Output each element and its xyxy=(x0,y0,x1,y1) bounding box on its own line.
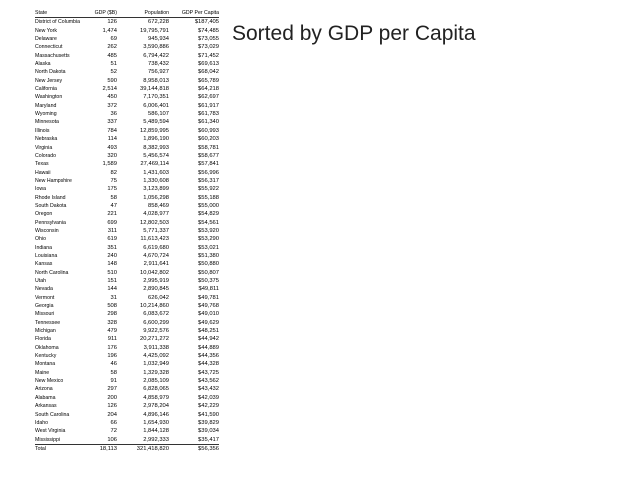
cell-gdp-per-capita: $55,000 xyxy=(198,202,219,209)
cell-state: Indiana xyxy=(35,244,53,251)
cell-state: District of Columbia xyxy=(35,19,80,26)
cell-state: Michigan xyxy=(35,328,56,335)
cell-state: Colorado xyxy=(35,152,57,159)
cell-gdp: 311 xyxy=(107,227,117,234)
cell-gdp: 590 xyxy=(107,77,117,84)
header-state: State xyxy=(35,9,91,18)
table-row xyxy=(35,235,219,243)
cell-gdp-per-capita: $56,996 xyxy=(198,169,219,176)
table-row xyxy=(35,185,219,193)
table-row xyxy=(35,377,219,385)
cell-gdp: 148 xyxy=(107,261,117,268)
cell-gdp: 114 xyxy=(107,136,117,143)
table-row xyxy=(35,419,219,427)
cell-gdp: 51 xyxy=(110,61,117,68)
cell-gdp: 297 xyxy=(107,386,117,393)
table-row xyxy=(35,352,219,360)
cell-population: 4,425,092 xyxy=(143,353,169,360)
cell-population: 1,330,608 xyxy=(143,177,169,184)
table-row xyxy=(35,77,219,85)
cell-population: 4,896,146 xyxy=(143,411,169,418)
cell-gdp-per-capita: $50,807 xyxy=(198,269,219,276)
cell-population: 672,228 xyxy=(148,19,169,26)
cell-state: New Hampshire xyxy=(35,177,72,184)
cell-population: 2,978,204 xyxy=(143,403,169,410)
table-row xyxy=(35,402,219,410)
cell-state: Kansas xyxy=(35,261,53,268)
table-row xyxy=(35,436,219,445)
cell-state: Oregon xyxy=(35,211,53,218)
cell-gdp-per-capita: $65,789 xyxy=(198,77,219,84)
cell-gdp-per-capita: $43,725 xyxy=(198,369,219,376)
cell-gdp: 126 xyxy=(107,403,117,410)
cell-state: Kentucky xyxy=(35,353,57,360)
cell-state: Arkansas xyxy=(35,403,57,410)
cell-state: Pennsylvania xyxy=(35,219,66,226)
cell-gdp: 144 xyxy=(107,286,117,293)
table-row xyxy=(35,152,219,160)
cell-gdp: 1,474 xyxy=(102,27,117,34)
cell-population: 12,859,995 xyxy=(139,127,169,134)
cell-gdp: 58 xyxy=(110,194,117,201)
cell-state: Louisiana xyxy=(35,252,58,259)
cell-gdp-per-capita: $48,251 xyxy=(198,328,219,335)
cell-population: 11,613,423 xyxy=(140,236,169,243)
cell-population: 2,992,333 xyxy=(143,436,169,443)
cell-gdp-per-capita: $49,811 xyxy=(198,286,219,293)
table-row xyxy=(35,177,219,185)
cell-population: 2,085,109 xyxy=(143,378,169,385)
cell-gdp-per-capita: $61,917 xyxy=(198,102,219,109)
cell-gdp-per-capita: $61,340 xyxy=(198,119,219,126)
cell-gdp: 176 xyxy=(107,344,117,351)
table-header-row xyxy=(35,9,219,18)
cell-state: Missouri xyxy=(35,311,55,318)
table-row xyxy=(35,335,219,343)
cell-gdp: 82 xyxy=(110,169,117,176)
cell-gdp: 106 xyxy=(107,436,117,443)
cell-state: Florida xyxy=(35,336,51,343)
cell-population: 3,911,338 xyxy=(143,344,169,351)
cell-state: West Virginia xyxy=(35,428,66,435)
cell-gdp: 66 xyxy=(110,419,117,426)
table-row xyxy=(35,427,219,435)
table-row xyxy=(35,302,219,310)
cell-gdp-per-capita: $39,034 xyxy=(198,428,219,435)
gdp-table xyxy=(35,9,219,453)
table-row xyxy=(35,310,219,318)
cell-state: Maine xyxy=(35,369,50,376)
cell-state: Wyoming xyxy=(35,111,57,118)
cell-gdp: 328 xyxy=(107,319,117,326)
cell-state: Washington xyxy=(35,94,63,101)
cell-state: Hawaii xyxy=(35,169,51,176)
cell-gdp-per-capita: $35,417 xyxy=(198,436,219,443)
cell-gdp-per-capita: $50,880 xyxy=(198,261,219,268)
cell-gdp: 510 xyxy=(107,269,117,276)
cell-population: 8,958,013 xyxy=(143,77,169,84)
cell-state: Nebraska xyxy=(35,136,58,143)
table-row xyxy=(35,360,219,368)
cell-gdp-per-capita: $49,768 xyxy=(198,303,219,310)
cell-population: 738,432 xyxy=(148,61,169,68)
cell-state: Alaska xyxy=(35,61,51,68)
cell-population: 1,032,949 xyxy=(143,361,169,368)
table-row xyxy=(35,118,219,126)
cell-gdp: 485 xyxy=(107,52,117,59)
cell-state: New Jersey xyxy=(35,77,63,84)
cell-gdp: 619 xyxy=(107,236,117,243)
cell-state: North Dakota xyxy=(35,69,66,76)
cell-state: Iowa xyxy=(35,186,46,193)
table-row xyxy=(35,369,219,377)
cell-population: 2,911,641 xyxy=(143,261,169,268)
cell-population: 8,382,993 xyxy=(143,144,169,151)
cell-population: 1,654,930 xyxy=(143,419,169,426)
cell-population: 6,083,672 xyxy=(143,311,169,318)
table-row xyxy=(35,144,219,152)
cell-gdp: 58 xyxy=(110,369,117,376)
table-row xyxy=(35,294,219,302)
cell-population: 1,896,190 xyxy=(143,136,169,143)
cell-state: Arizona xyxy=(35,386,53,393)
cell-gdp: 699 xyxy=(107,219,117,226)
cell-gdp-per-capita: $50,375 xyxy=(198,278,219,284)
cell-state: Mississippi xyxy=(35,436,61,443)
cell-gdp-per-capita: $49,629 xyxy=(198,319,219,326)
cell-gdp: 351 xyxy=(107,244,117,251)
table-row xyxy=(35,127,219,135)
cell-state: Illinois xyxy=(35,127,50,134)
table-row xyxy=(35,319,219,327)
cell-population: 39,144,818 xyxy=(139,86,169,93)
table-body xyxy=(35,18,219,453)
cell-gdp-per-capita: $55,922 xyxy=(198,186,219,193)
cell-gdp: 2,514 xyxy=(102,86,117,93)
cell-gdp: 221 xyxy=(107,211,117,218)
cell-gdp: 196 xyxy=(107,353,117,360)
table-row xyxy=(35,18,219,27)
cell-gdp-per-capita: $43,432 xyxy=(198,386,219,393)
table-row xyxy=(35,327,219,335)
table-row xyxy=(35,93,219,101)
cell-gdp-per-capita: $44,356 xyxy=(198,353,219,360)
cell-population: 2,890,845 xyxy=(143,286,169,293)
cell-gdp: 75 xyxy=(110,177,117,184)
cell-gdp-per-capita: $43,562 xyxy=(198,378,219,385)
cell-gdp-per-capita: $187,405 xyxy=(194,19,219,26)
table-row xyxy=(35,285,219,293)
cell-population: 6,600,299 xyxy=(143,319,169,326)
cell-gdp: 493 xyxy=(107,144,117,151)
cell-population: 10,214,860 xyxy=(139,303,169,310)
table-row xyxy=(35,252,219,260)
cell-population: 3,590,886 xyxy=(143,44,169,51)
cell-gdp-per-capita: $61,783 xyxy=(198,111,219,118)
cell-gdp: 36 xyxy=(110,111,117,118)
cell-gdp-per-capita: $54,829 xyxy=(198,211,219,218)
cell-gdp: 31 xyxy=(110,294,117,301)
total-cell-state: Total xyxy=(35,444,91,453)
table-row xyxy=(35,411,219,419)
cell-gdp-per-capita: $41,590 xyxy=(198,411,219,418)
cell-gdp-per-capita: $44,328 xyxy=(198,361,219,368)
cell-gdp-per-capita: $74,485 xyxy=(198,27,219,34)
cell-gdp-per-capita: $49,781 xyxy=(198,294,219,301)
cell-population: 6,619,680 xyxy=(143,244,169,251)
cell-gdp: 69 xyxy=(110,36,117,43)
cell-gdp-per-capita: $60,993 xyxy=(198,127,219,134)
cell-gdp: 91 xyxy=(110,378,117,385)
cell-state: Ohio xyxy=(35,236,46,243)
total-row xyxy=(35,444,219,453)
table-row xyxy=(35,52,219,60)
header-gdp: GDP ($B) xyxy=(91,9,117,18)
header-population: Population xyxy=(117,9,169,18)
cell-gdp: 784 xyxy=(107,127,117,134)
cell-gdp-per-capita: $51,380 xyxy=(198,252,219,259)
cell-gdp-per-capita: $55,188 xyxy=(198,194,219,201)
cell-gdp: 372 xyxy=(107,102,117,109)
cell-state: Alabama xyxy=(35,394,56,401)
cell-population: 12,802,503 xyxy=(139,219,169,226)
cell-state: Massachusetts xyxy=(35,52,70,59)
cell-gdp: 1,589 xyxy=(102,161,117,168)
cell-state: Montana xyxy=(35,361,56,368)
cell-gdp-per-capita: $49,010 xyxy=(198,311,219,318)
cell-gdp: 200 xyxy=(107,394,117,401)
cell-gdp-per-capita: $54,561 xyxy=(198,219,219,226)
cell-gdp-per-capita: $60,203 xyxy=(198,136,219,143)
cell-state: Texas xyxy=(35,161,49,168)
table-row xyxy=(35,244,219,252)
table-row xyxy=(35,85,219,93)
cell-gdp: 508 xyxy=(107,303,117,310)
cell-population: 9,922,576 xyxy=(143,328,169,335)
cell-gdp-per-capita: $71,452 xyxy=(198,52,219,59)
cell-population: 5,489,594 xyxy=(143,119,169,126)
cell-gdp-per-capita: $44,942 xyxy=(198,336,219,343)
cell-state: Connecticut xyxy=(35,44,63,51)
cell-population: 6,828,065 xyxy=(143,386,169,393)
cell-gdp-per-capita: $58,781 xyxy=(198,144,219,151)
table-row xyxy=(35,169,219,177)
cell-gdp: 151 xyxy=(107,278,117,284)
cell-gdp-per-capita: $53,920 xyxy=(198,227,219,234)
cell-gdp: 175 xyxy=(107,186,117,193)
cell-population: 1,431,603 xyxy=(143,169,169,176)
table-row xyxy=(35,160,219,168)
cell-state: Georgia xyxy=(35,303,54,310)
cell-population: 4,028,977 xyxy=(143,211,169,218)
cell-gdp-per-capita: $64,218 xyxy=(198,86,219,93)
table-row xyxy=(35,344,219,352)
cell-population: 7,170,351 xyxy=(143,94,169,101)
cell-gdp: 479 xyxy=(107,328,117,335)
cell-state: Maryland xyxy=(35,102,57,109)
cell-population: 6,006,401 xyxy=(143,102,169,109)
cell-state: Wisconsin xyxy=(35,227,59,234)
cell-gdp: 240 xyxy=(107,252,117,259)
cell-population: 626,042 xyxy=(148,294,169,301)
cell-state: California xyxy=(35,86,57,93)
table-row xyxy=(35,219,219,227)
cell-state: North Carolina xyxy=(35,269,69,276)
cell-population: 19,795,791 xyxy=(139,27,169,34)
table-row xyxy=(35,110,219,118)
cell-gdp: 72 xyxy=(110,428,117,435)
slide-title: Sorted by GDP per Capita xyxy=(232,22,476,45)
cell-gdp-per-capita: $53,021 xyxy=(198,244,219,251)
cell-gdp: 911 xyxy=(107,336,117,343)
table-row xyxy=(35,135,219,143)
cell-gdp-per-capita: $39,829 xyxy=(198,419,219,426)
cell-gdp: 450 xyxy=(107,94,117,101)
cell-state: South Carolina xyxy=(35,411,70,418)
cell-gdp-per-capita: $44,889 xyxy=(198,344,219,351)
cell-population: 2,995,919 xyxy=(143,278,169,284)
cell-population: 5,456,574 xyxy=(143,152,169,159)
cell-state: Oklahoma xyxy=(35,344,59,351)
table-row xyxy=(35,385,219,393)
table-row xyxy=(35,260,219,268)
cell-gdp-per-capita: $42,039 xyxy=(198,394,219,401)
table-row xyxy=(35,202,219,210)
table-row xyxy=(35,277,219,285)
cell-state: Minnesota xyxy=(35,119,59,126)
cell-population: 4,858,979 xyxy=(143,394,169,401)
cell-gdp: 298 xyxy=(107,311,117,318)
cell-state: Tennessee xyxy=(35,319,61,326)
table-row xyxy=(35,60,219,68)
cell-state: South Dakota xyxy=(35,202,67,209)
cell-population: 586,107 xyxy=(148,111,169,118)
cell-population: 4,670,724 xyxy=(143,252,169,259)
cell-state: Delaware xyxy=(35,36,57,43)
cell-gdp-per-capita: $68,042 xyxy=(198,69,219,76)
cell-population: 27,469,114 xyxy=(140,161,169,168)
cell-gdp: 320 xyxy=(107,152,117,159)
cell-population: 10,042,802 xyxy=(139,269,169,276)
cell-gdp: 262 xyxy=(107,44,117,51)
table-row xyxy=(35,102,219,110)
cell-gdp-per-capita: $58,677 xyxy=(198,152,219,159)
cell-state: New Mexico xyxy=(35,378,64,385)
cell-gdp-per-capita: $73,029 xyxy=(198,44,219,51)
cell-state: Utah xyxy=(35,278,46,284)
cell-state: Vermont xyxy=(35,294,55,301)
cell-gdp-per-capita: $69,613 xyxy=(198,61,219,68)
table-row xyxy=(35,68,219,76)
cell-gdp: 46 xyxy=(110,361,117,368)
table-row xyxy=(35,227,219,235)
cell-state: Idaho xyxy=(35,419,48,426)
total-cell-population: 321,418,820 xyxy=(117,444,169,453)
cell-gdp-per-capita: $57,841 xyxy=(198,161,219,168)
gdp-table-container xyxy=(35,9,219,453)
cell-population: 20,271,272 xyxy=(139,336,169,343)
cell-gdp-per-capita: $62,697 xyxy=(198,94,219,101)
cell-gdp-per-capita: $53,290 xyxy=(198,236,219,243)
cell-population: 756,927 xyxy=(148,69,169,76)
cell-population: 5,771,337 xyxy=(143,227,169,234)
cell-population: 1,844,128 xyxy=(143,428,169,435)
total-cell-gdp-per-capita: $56,356 xyxy=(169,444,219,453)
total-cell-gdp: 18,113 xyxy=(91,444,117,453)
cell-gdp: 126 xyxy=(107,19,117,26)
cell-state: Nevada xyxy=(35,286,53,293)
table-row xyxy=(35,210,219,218)
table-row xyxy=(35,43,219,51)
cell-state: New York xyxy=(35,27,57,34)
cell-population: 858,469 xyxy=(148,202,169,209)
cell-gdp: 47 xyxy=(110,202,117,209)
cell-population: 945,934 xyxy=(148,36,169,43)
cell-population: 3,123,899 xyxy=(143,186,169,193)
cell-state: Virginia xyxy=(35,144,53,151)
cell-population: 6,794,422 xyxy=(143,52,169,59)
cell-gdp-per-capita: $42,229 xyxy=(198,403,219,410)
cell-population: 1,056,298 xyxy=(143,194,169,201)
cell-gdp-per-capita: $73,055 xyxy=(198,36,219,43)
table-row xyxy=(35,194,219,202)
cell-gdp: 337 xyxy=(107,119,117,126)
table-row xyxy=(35,27,219,35)
header-gdp-per-capita: GDP Per Capita xyxy=(169,9,219,18)
cell-gdp-per-capita: $56,317 xyxy=(198,177,219,184)
table-row xyxy=(35,35,219,43)
table-row xyxy=(35,394,219,402)
cell-gdp: 204 xyxy=(107,411,117,418)
cell-population: 1,329,328 xyxy=(143,369,169,376)
cell-gdp: 52 xyxy=(110,69,117,76)
table-row xyxy=(35,269,219,277)
cell-state: Rhode Island xyxy=(35,194,66,201)
